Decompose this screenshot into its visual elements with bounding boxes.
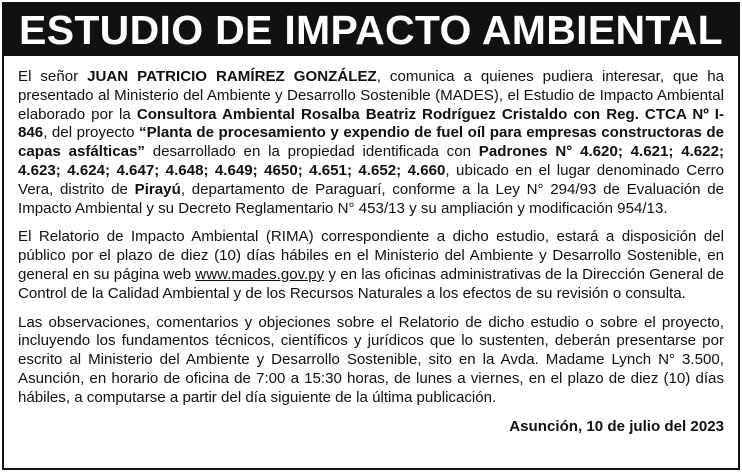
paragraph-announcement bbox=[18, 68, 724, 218]
website-link[interactable]: www.mades.gov.py bbox=[195, 265, 325, 283]
consultant-name: Consultora Ambiental Rosalba Beatriz Rodríguez Cristaldo con Reg. CTCA Nº I-846 bbox=[18, 105, 724, 142]
district-name: Pirayú bbox=[134, 180, 181, 198]
project-name: “Planta de procesamiento y expendio de fuel oíl para empresas constructoras de capas asfálticas” bbox=[18, 124, 725, 161]
notice-header bbox=[4, 4, 738, 56]
text-property: desarrollado en la propiedad identificada con bbox=[144, 143, 479, 161]
text-rima: El Relatorio de Impacto Ambiental (RIMA) correspondiente a dicho estudio, estará a disposición del público por el plazo de diez (10) días hábiles en el Ministerio del Ambiente y Desarrollo Sostenible, en general en su página web bbox=[18, 228, 724, 283]
text-intro: El señor bbox=[18, 68, 88, 85]
notice-body bbox=[4, 56, 738, 436]
text-project: , del proyecto bbox=[43, 124, 140, 142]
applicant-name: JUAN PATRICIO RAMÍREZ GONZÁLEZ bbox=[87, 68, 377, 85]
paragraph-rima bbox=[18, 228, 724, 303]
text-offices: y en las oficinas administrativas de la Dirección General de Control de la Calidad Ambiental y de los Recursos Naturales a los efectos de su revisión o consulta. bbox=[18, 265, 724, 302]
text-law: , departamento de Paraguarí, conforme a la Ley N° 294/93 de Evaluación de Impacto Ambiental y su Decreto Reglamentario N° 453/13 y su ampliación y modificación 954/13. bbox=[18, 180, 724, 217]
text-location: , ubicado en el lugar denominado Cerro Vera, distrito de bbox=[18, 161, 724, 198]
notice-date: Asunción, 10 de julio del 2023 bbox=[509, 417, 724, 435]
paragraph-observations: Las observaciones, comentarios y objeciones sobre el Relatorio de dicho estudio o sobre el proyecto, incluyendo los fundamentos técnicos, científicos y jurídicos que lo sustenten, deberán presentarse por escrito al Ministerio del Ambiente y Desarrollo Sostenible, sito en la Avda. Madame Lynch N° 3.500, Asunción, en horario de oficina de 7:00 a 15:30 horas, de lunes a viernes, en el plazo de diez (10) días hábiles, a computarse a partir del día siguiente de la última publicación. bbox=[18, 313, 724, 406]
property-padrones: Padrones N° 4.620; 4.621; 4.622; 4.623; 4.624; 4.647; 4.648; 4.649; 4650; 4.651; 4.652; 4.660 bbox=[18, 143, 725, 179]
public-notice bbox=[2, 2, 740, 470]
notice-title: ESTUDIO DE IMPACTO AMBIENTAL bbox=[19, 6, 723, 53]
text-presented: , comunica a quienes pudiera interesar, que ha presentado al Ministerio del Ambiente y Desarrollo Sostenible (MADES), el Estudio de Impacto Ambiental elaborado por la bbox=[18, 68, 724, 123]
